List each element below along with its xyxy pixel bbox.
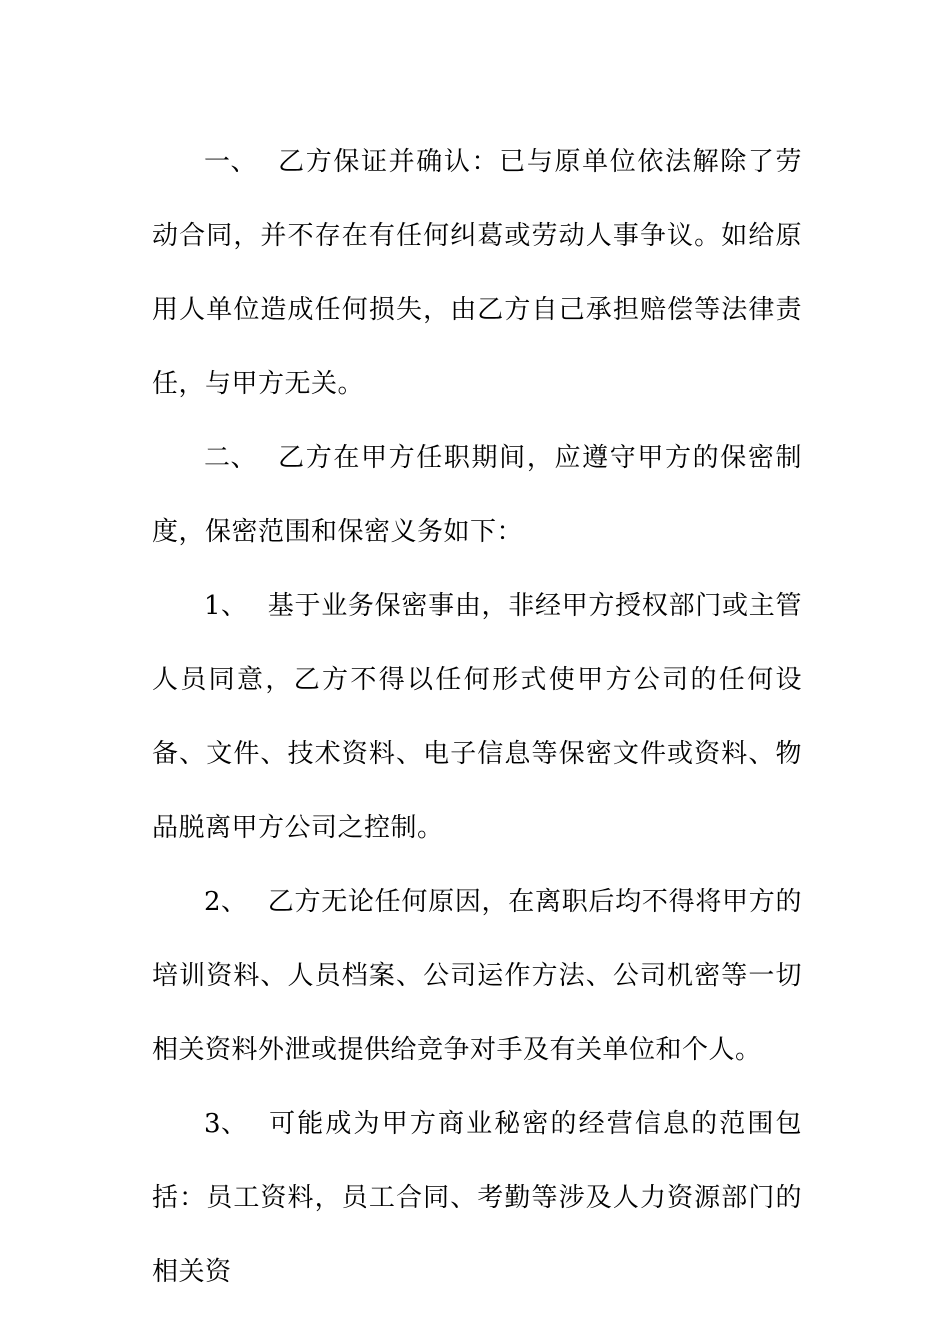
paragraph-number: 一、	[204, 147, 258, 177]
paragraph-2	[152, 421, 802, 569]
paragraph-3	[152, 569, 802, 865]
paragraph-4	[152, 865, 802, 1087]
paragraph-text: 乙方保证并确认：已与原单位依法解除了劳动合同，并不存在有任何纠葛或劳动人事争议。如给原用人单位造成任何损失，由乙方自己承担赔偿等法律责任，与甲方无关。	[152, 147, 802, 399]
paragraph-1	[152, 125, 802, 421]
paragraph-number: 2、	[204, 887, 248, 917]
paragraph-number: 二、	[204, 443, 258, 473]
paragraph-text: 基于业务保密事由，非经甲方授权部门或主管人员同意，乙方不得以任何形式使甲方公司的任何设备、文件、技术资料、电子信息等保密文件或资料、物品脱离甲方公司之控制。	[152, 591, 802, 843]
paragraph-number: 3、	[204, 1109, 248, 1139]
paragraph-text: 可能成为甲方商业秘密的经营信息的范围包括：员工资料，员工合同、考勤等涉及人力资源部门的相关资	[152, 1109, 802, 1287]
paragraph-text: 乙方在甲方任职期间，应遵守甲方的保密制度，保密范围和保密义务如下：	[152, 443, 802, 547]
document-body	[152, 125, 802, 1309]
paragraph-number: 1、	[204, 591, 248, 621]
paragraph-5	[152, 1087, 802, 1309]
paragraph-text: 乙方无论任何原因，在离职后均不得将甲方的培训资料、人员档案、公司运作方法、公司机密等一切相关资料外泄或提供给竞争对手及有关单位和个人。	[152, 887, 802, 1065]
